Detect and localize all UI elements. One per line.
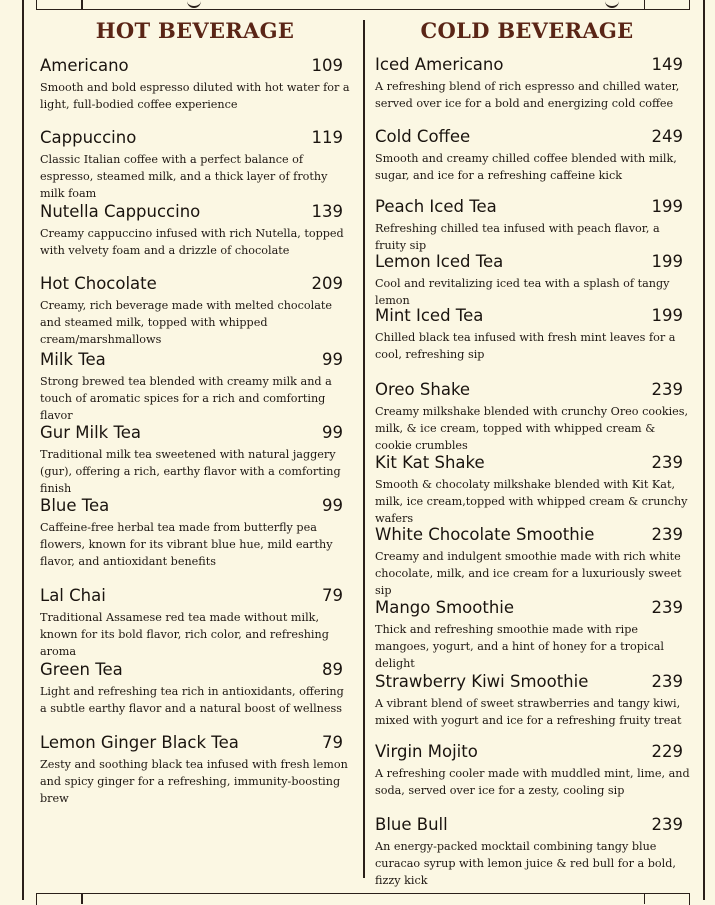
item-name: White Chocolate Smoothie	[375, 525, 595, 544]
item-description: Refreshing chilled tea infused with peach flavor, a fruity sip	[375, 222, 660, 252]
menu-frame-left-border	[22, 0, 24, 900]
item-description: Classic Italian coffee with a perfect balance of espresso, steamed milk, and a thick layer of frothy milk foam	[40, 153, 328, 200]
item-description: Traditional Assamese red tea made without milk, known for its bold flavor, rich color, and refreshing aroma	[40, 611, 329, 658]
item-price: 99	[322, 350, 343, 369]
flourish-ornament-icon	[187, 0, 201, 8]
item-description: Smooth & chocolaty milkshake blended with Kit Kat, milk, ice cream,topped with whipped cream & crunchy wafers	[375, 478, 688, 525]
item-name: Iced Americano	[375, 55, 504, 74]
cold-beverage-heading: COLD BEVERAGE	[420, 18, 634, 43]
item-description: Thick and refreshing smoothie made with ripe mangoes, yogurt, and a hint of honey for a tropical delight	[375, 623, 665, 670]
item-name: Cold Coffee	[375, 127, 471, 146]
menu-item	[375, 742, 690, 799]
item-description: An energy-packed mocktail combining tangy blue curacao syrup with lemon juice & red bull for a bold, fizzy kick	[375, 840, 676, 887]
menu-item	[375, 197, 690, 254]
item-price: 89	[322, 660, 343, 679]
item-name: Mint Iced Tea	[375, 306, 484, 325]
bottom-band-tick	[81, 894, 83, 904]
item-price: 119	[311, 128, 343, 147]
menu-item	[375, 252, 690, 309]
menu-item	[375, 525, 690, 599]
top-band-tick	[81, 0, 83, 9]
item-name: Mango Smoothie	[375, 598, 515, 617]
item-price: 239	[651, 672, 683, 691]
item-description: Creamy and indulgent smoothie made with rich white chocolate, milk, and ice cream for a luxuriously sweet sip	[375, 550, 682, 597]
item-name: Blue Tea	[40, 496, 110, 515]
menu-item	[40, 128, 353, 202]
item-price: 79	[322, 586, 343, 605]
item-description: Caffeine-free herbal tea made from butterfly pea flowers, known for its vibrant blue hue, mild earthy flavor, and antioxidant benefits	[40, 521, 333, 568]
top-ornament-band	[36, 0, 690, 10]
item-name: Strawberry Kiwi Smoothie	[375, 672, 589, 691]
menu-item	[40, 660, 353, 717]
bottom-band-tick	[644, 894, 646, 904]
item-description: Strong brewed tea blended with creamy milk and a touch of aromatic spices for a rich and comforting flavor	[40, 375, 332, 422]
menu-item	[375, 380, 690, 454]
menu-item	[40, 350, 353, 424]
menu-item	[40, 733, 353, 807]
item-description: Traditional milk tea sweetened with natural jaggery (gur), offering a rich, earthy flavor with a comforting finish	[40, 448, 341, 495]
top-band-tick	[644, 0, 646, 9]
item-description: Creamy cappuccino infused with rich Nutella, topped with velvety foam and a drizzle of chocolate	[40, 227, 344, 257]
item-price: 149	[651, 55, 683, 74]
item-name: Oreo Shake	[375, 380, 471, 399]
menu-item	[40, 586, 353, 660]
item-name: Lal Chai	[40, 586, 106, 605]
item-name: Green Tea	[40, 660, 123, 679]
item-price: 239	[651, 380, 683, 399]
item-price: 249	[651, 127, 683, 146]
column-divider	[363, 20, 365, 878]
item-name: Americano	[40, 56, 129, 75]
menu-frame-right-border	[703, 0, 705, 900]
menu-item	[375, 453, 690, 527]
item-name: Milk Tea	[40, 350, 106, 369]
item-price: 79	[322, 733, 343, 752]
item-name: Nutella Cappuccino	[40, 202, 201, 221]
menu-item	[375, 598, 690, 672]
item-name: Blue Bull	[375, 815, 448, 834]
menu-item	[375, 55, 690, 112]
item-price: 99	[322, 423, 343, 442]
item-price: 239	[651, 815, 683, 834]
item-description: Creamy, rich beverage made with melted chocolate and steamed milk, topped with whipped cream/marshmallows	[40, 299, 333, 346]
menu-item	[40, 274, 353, 348]
item-price: 109	[311, 56, 343, 75]
hot-beverage-heading: HOT BEVERAGE	[95, 18, 295, 43]
item-name: Kit Kat Shake	[375, 453, 485, 472]
item-description: Smooth and bold espresso diluted with hot water for a light, full-bodied coffee experience	[40, 81, 350, 111]
item-price: 199	[651, 306, 683, 325]
item-name: Peach Iced Tea	[375, 197, 497, 216]
flourish-ornament-icon	[605, 0, 619, 8]
item-name: Virgin Mojito	[375, 742, 478, 761]
menu-item	[40, 423, 353, 497]
item-price: 239	[651, 598, 683, 617]
item-description: Creamy milkshake blended with crunchy Oreo cookies, milk, & ice cream, topped with whipped cream & cookie crumbles	[375, 405, 689, 452]
item-price: 239	[651, 453, 683, 472]
bottom-ornament-band	[36, 893, 690, 905]
item-description: Light and refreshing tea rich in antioxidants, offering a subtle earthy flavor and a natural boost of wellness	[40, 685, 344, 715]
item-description: Zesty and soothing black tea infused with fresh lemon and spicy ginger for a refreshing, immunity-boosting brew	[40, 758, 348, 805]
item-description: A vibrant blend of sweet strawberries and tangy kiwi, mixed with yogurt and ice for a refreshing fruity treat	[375, 697, 682, 727]
item-price: 229	[651, 742, 683, 761]
item-price: 209	[311, 274, 343, 293]
item-name: Lemon Iced Tea	[375, 252, 504, 271]
item-name: Gur Milk Tea	[40, 423, 142, 442]
menu-item	[40, 202, 353, 259]
item-description: Smooth and creamy chilled coffee blended with milk, sugar, and ice for a refreshing caffeine kick	[375, 152, 677, 182]
item-price: 99	[322, 496, 343, 515]
item-price: 199	[651, 197, 683, 216]
item-price: 199	[651, 252, 683, 271]
menu-item	[375, 672, 690, 729]
menu-item	[40, 496, 353, 570]
item-description: Cool and revitalizing iced tea with a splash of tangy lemon	[375, 277, 670, 307]
menu-item	[40, 56, 353, 113]
item-price: 139	[311, 202, 343, 221]
item-description: A refreshing cooler made with muddled mint, lime, and soda, served over ice for a zesty, cooling sip	[375, 767, 690, 797]
item-name: Cappuccino	[40, 128, 137, 147]
item-description: Chilled black tea infused with fresh mint leaves for a cool, refreshing sip	[375, 331, 676, 361]
menu-item	[375, 306, 690, 363]
menu-item	[375, 127, 690, 184]
item-price: 239	[651, 525, 683, 544]
item-name: Hot Chocolate	[40, 274, 157, 293]
menu-item	[375, 815, 690, 889]
item-description: A refreshing blend of rich espresso and chilled water, served over ice for a bold and energizing cold coffee	[375, 80, 680, 110]
item-name: Lemon Ginger Black Tea	[40, 733, 239, 752]
